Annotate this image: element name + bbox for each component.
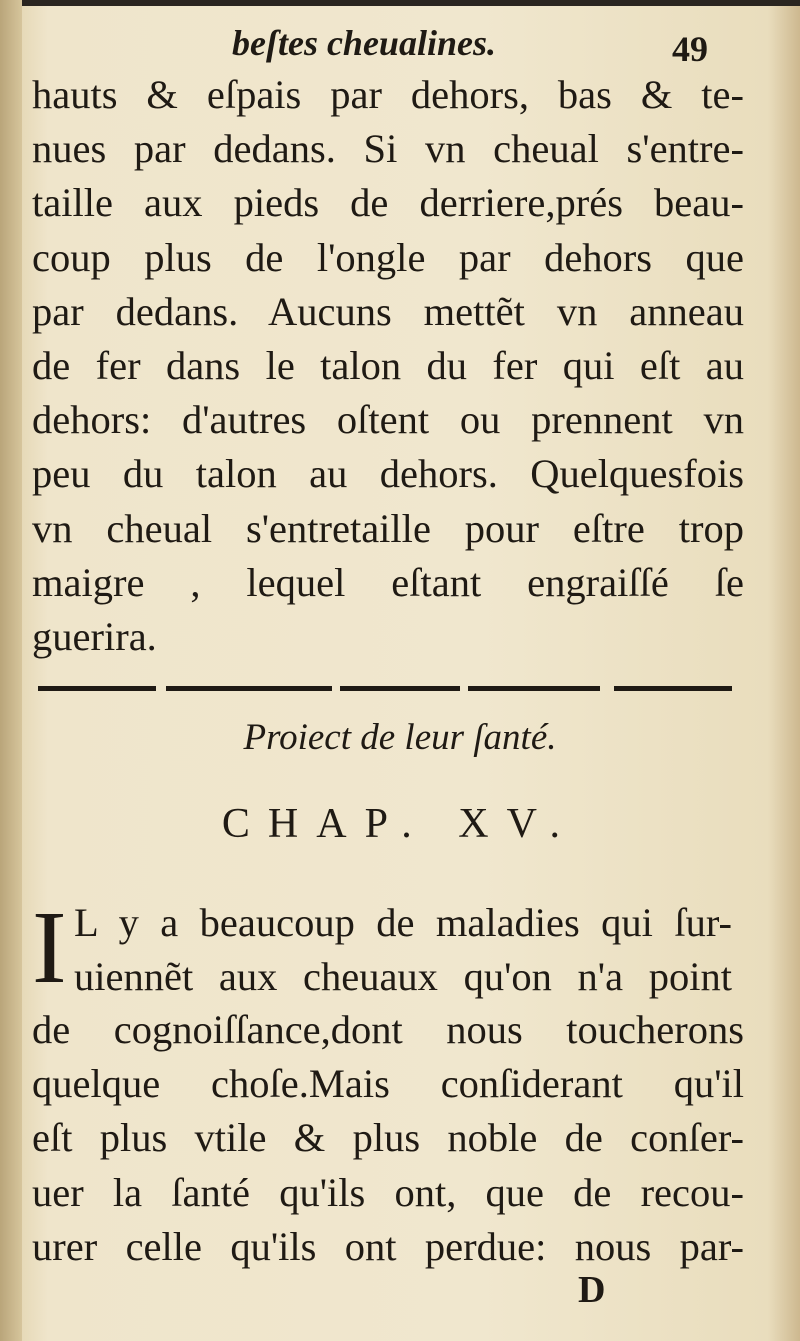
- text-line: L y a beaucoup de maladies qui ſur-: [74, 900, 732, 945]
- text-line: taille aux pieds de derriere,prés beau-: [32, 180, 744, 226]
- ornamental-rule: [38, 682, 732, 696]
- text-line: guerira.: [32, 613, 157, 659]
- paragraph-2: [32, 1003, 744, 1274]
- paragraph-1: [32, 68, 744, 664]
- text-line: vn cheual s'entretaille pour eſtre trop: [32, 505, 744, 551]
- rule-segment: [468, 686, 600, 691]
- text-line: par dedans. Aucuns mettẽt vn anneau: [32, 288, 744, 334]
- text-line: de cognoiſſance,dont nous toucherons: [32, 1007, 744, 1052]
- text-line: uiennẽt aux cheuaux qu'on n'a point: [74, 954, 732, 1000]
- text-line: hauts & eſpais par dehors, bas & te-: [32, 72, 744, 117]
- chapter-heading: CHAP. XV.: [221, 801, 579, 847]
- rule-segment: [38, 686, 156, 691]
- text-line: nues par dedans. Si vn cheual s'entre-: [32, 126, 744, 172]
- text-line: de fer dans le talon du fer qui eſt au: [32, 342, 744, 388]
- text-line: peu du talon au dehors. Quelquesfois: [32, 451, 744, 497]
- text-line: quelque choſe.Mais conſiderant qu'il: [32, 1061, 744, 1107]
- text-line: urer celle qu'ils ont perdue: nous par-: [32, 1223, 744, 1269]
- text-line: eſt plus vtile & plus noble de conſer-: [32, 1115, 744, 1161]
- page-number: 49: [672, 29, 708, 69]
- page-gutter: [0, 0, 22, 1341]
- text-line: coup plus de l'ongle par dehors que: [32, 234, 744, 280]
- text-line: uer la ſanté qu'ils ont, que de recou-: [32, 1169, 744, 1215]
- paragraph-2-opening: [74, 896, 732, 1004]
- running-head: beſtes cheualines.: [232, 23, 496, 63]
- page-top-edge: [0, 0, 800, 6]
- text-line: maigre , lequel eſtant engraiſſé ſe: [32, 559, 744, 605]
- rule-segment: [166, 686, 332, 691]
- rule-segment: [340, 686, 460, 691]
- drop-cap: I: [32, 890, 67, 1005]
- signature-mark: D: [578, 1269, 606, 1311]
- text-line: dehors: d'autres oſtent ou prennent vn: [32, 397, 744, 443]
- section-title: Proiect de leur ſanté.: [243, 717, 557, 758]
- rule-segment: [614, 686, 732, 691]
